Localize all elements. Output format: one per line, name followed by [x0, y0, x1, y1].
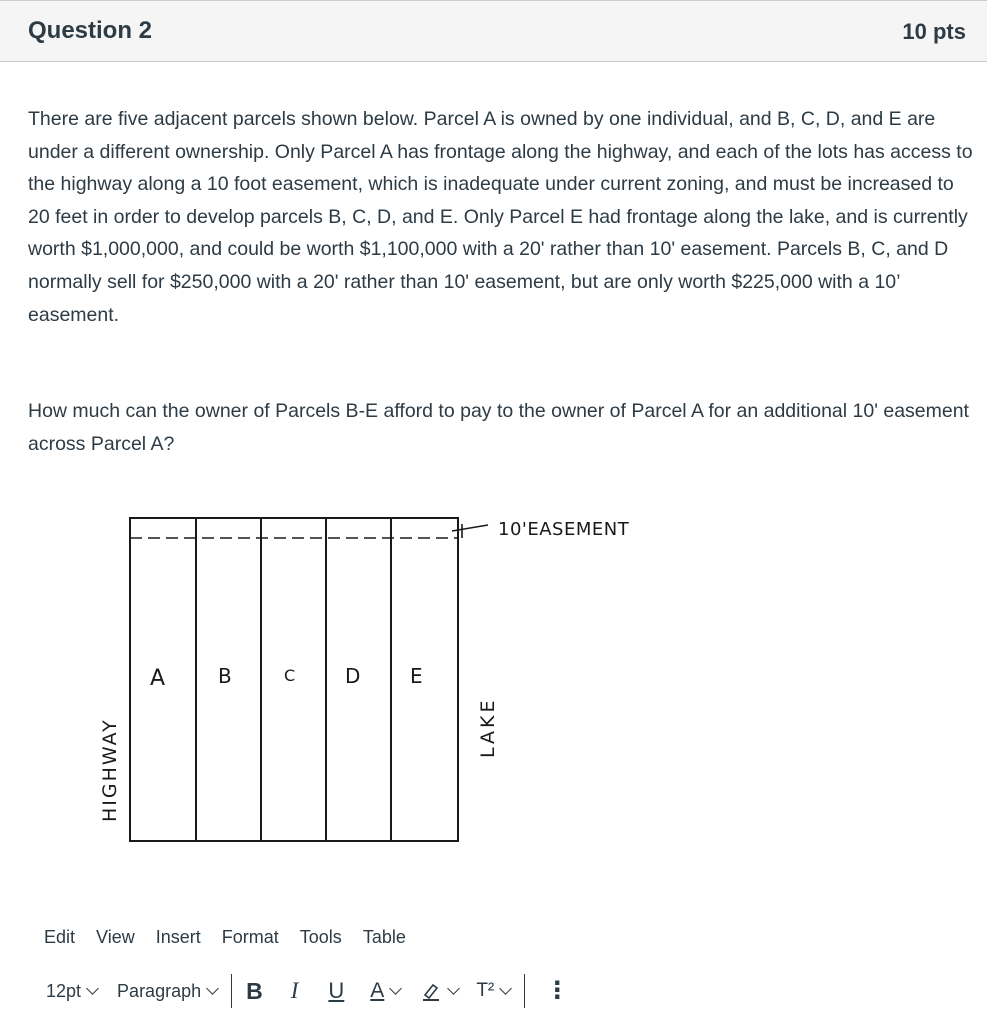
parcel-label-b: B — [218, 664, 232, 688]
lake-label: LAKE — [477, 697, 499, 758]
editor-menubar — [44, 927, 427, 953]
parcel-label-e: E — [410, 664, 423, 688]
parcel-diagram — [80, 500, 700, 870]
text-color-button[interactable] — [370, 979, 400, 1003]
parcel-label-a: A — [150, 666, 166, 691]
question-paragraph-1: There are five adjacent parcels shown below. Parcel A is owned by one individual, and B, C, D, and E are under a different ownership. Only Parcel A has frontage along the highway, and each of the lots has access to the highway along a 10 foot easement, which is inadequate under current zoning, and must be increased to 20 feet in order to develop parcels B, C, D, and E. Only Parcel E had frontage along the lake, and is currently worth $1,000,000, and could be worth $1,100,000 with a 20' rather than 10' easement. Parcels B, C, and D normally sell for $250,000 with a 20' rather than 10' easement, but are only worth $225,000 with a 10’ easement. — [28, 108, 973, 326]
underline-button[interactable]: U — [328, 978, 345, 1003]
block-format-select[interactable] — [117, 981, 217, 1002]
question-points: 10 pts — [902, 19, 966, 44]
font-size-select[interactable] — [46, 981, 97, 1002]
menu-table[interactable]: Table — [362, 927, 406, 947]
menu-edit[interactable]: Edit — [44, 927, 76, 947]
chevron-down-icon — [389, 982, 402, 995]
chevron-down-icon — [206, 982, 219, 995]
parcel-diagram-svg — [80, 500, 700, 870]
chevron-down-icon — [86, 982, 99, 995]
text-color-icon: A — [370, 979, 385, 1002]
question-header — [0, 0, 987, 62]
more-options-icon[interactable]: ⋮ — [545, 977, 570, 1004]
easement-label: 10'EASEMENT — [498, 519, 630, 540]
question-title: Question 2 — [28, 17, 153, 44]
parcel-label-d: D — [345, 664, 361, 688]
chevron-down-icon — [499, 982, 512, 995]
toolbar-separator — [231, 974, 232, 1008]
superscript-button[interactable] — [476, 980, 510, 1002]
editor-toolbar — [30, 972, 710, 1010]
superscript-icon: T² — [476, 980, 495, 1001]
menu-format[interactable]: Format — [221, 927, 279, 947]
highway-label: HIGHWAY — [99, 718, 121, 822]
question-paragraph-2: How much can the owner of Parcels B-E afford to pay to the owner of Parcel A for an additional 10' easement across Parcel A? — [28, 400, 969, 455]
parcel-label-c: C — [284, 666, 296, 685]
italic-button[interactable]: I — [290, 978, 299, 1003]
highlight-color-button[interactable] — [420, 980, 458, 1002]
menu-view[interactable]: View — [96, 927, 135, 947]
block-format-value: Paragraph — [117, 980, 202, 1001]
toolbar-separator — [524, 974, 525, 1008]
bold-button[interactable]: B — [246, 977, 263, 1004]
highlighter-icon — [420, 980, 442, 1002]
font-size-value: 12pt — [46, 980, 82, 1001]
chevron-down-icon — [447, 982, 460, 995]
menu-tools[interactable]: Tools — [299, 927, 342, 947]
menu-insert[interactable]: Insert — [155, 927, 201, 947]
